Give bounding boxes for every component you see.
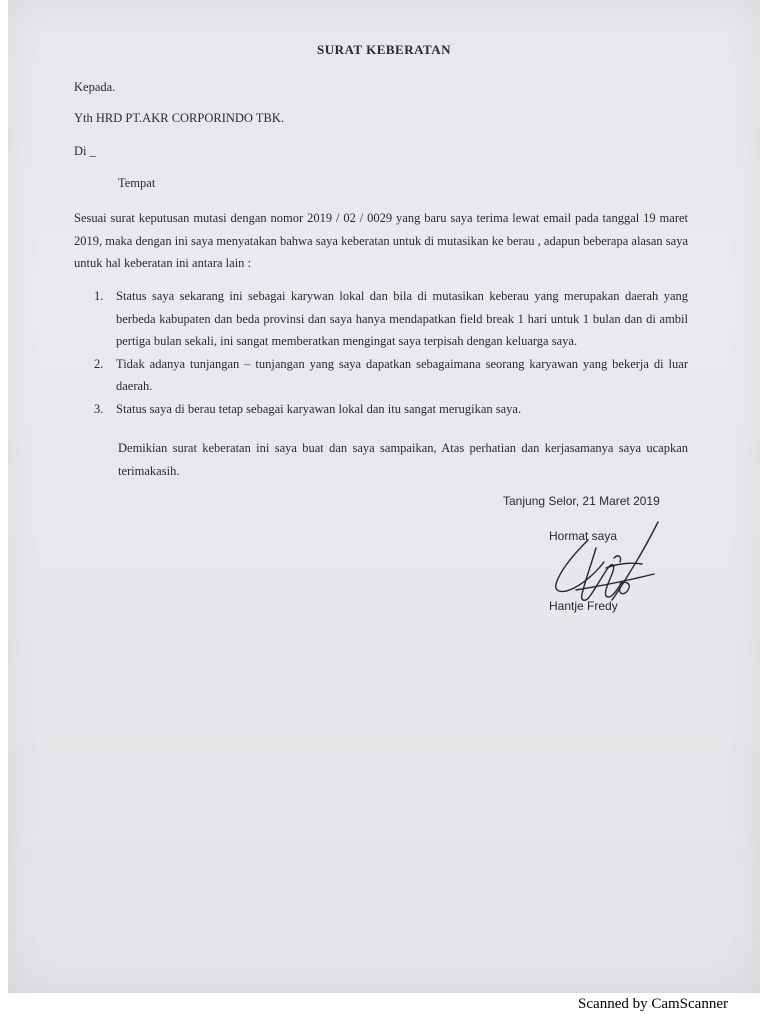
list-item-text: Tidak adanya tunjangan – tunjangan yang saya dapatkan sebagaimana seorang karyawan yang bekerja di luar daerah. [116,356,688,393]
recipient: Yth HRD PT.AKR CORPORINDO TBK. [74,111,284,125]
letter-title: SURAT KEBERATAN [316,42,452,57]
list-item [74,398,688,421]
regards: Hormat saya [549,529,618,543]
reasons-list [74,285,688,420]
list-item-text: Status saya di berau tetap sebagai karyawan lokal dan itu sangat merugikan saya. [116,401,522,416]
place-date: Tanjung Selor, 21 Maret 2019 [503,494,660,508]
signer-name: Hantje Fredy [549,599,618,613]
list-item [74,285,688,353]
list-item-number: 3. [94,401,104,416]
camscanner-watermark: Scanned by CamScanner [578,996,728,1012]
letter-page [8,0,760,993]
list-item [74,353,688,398]
intro-paragraph: Sesuai surat keputusan mutasi dengan nomor 2019 / 02 / 0029 yang baru saya terima lewat email pada tanggal 19 maret 2019, maka dengan ini saya menyatakan bahwa saya keberatan untuk di mutasikan ke berau , adapun beberapa alasan saya untuk hal keberatan ini antara lain : [74,211,688,270]
recipient-label: Kepada. [74,80,116,94]
list-item-text: Status saya sekarang ini sebagai karywan lokal dan bila di mutasikan keberau yang merupakan daerah yang berbeda kabupaten dan beda provinsi dan saya hanya mendapatkan field break 1 hari untuk 1 bulan dan di ambil pertiga bulan sekali, ini sangat memberatkan mengingat saya terpisah dengan keluarga saya. [116,289,688,348]
list-item-number: 1. [94,289,104,303]
at-label: Di _ [74,144,96,158]
closing-paragraph: Demikian surat keberatan ini saya buat dan saya sampaikan, Atas perhatian dan kerjasamanya saya ucapkan terimakasih. [118,441,688,478]
list-item-number: 2. [94,356,104,371]
place-label: Tempat [118,176,156,190]
